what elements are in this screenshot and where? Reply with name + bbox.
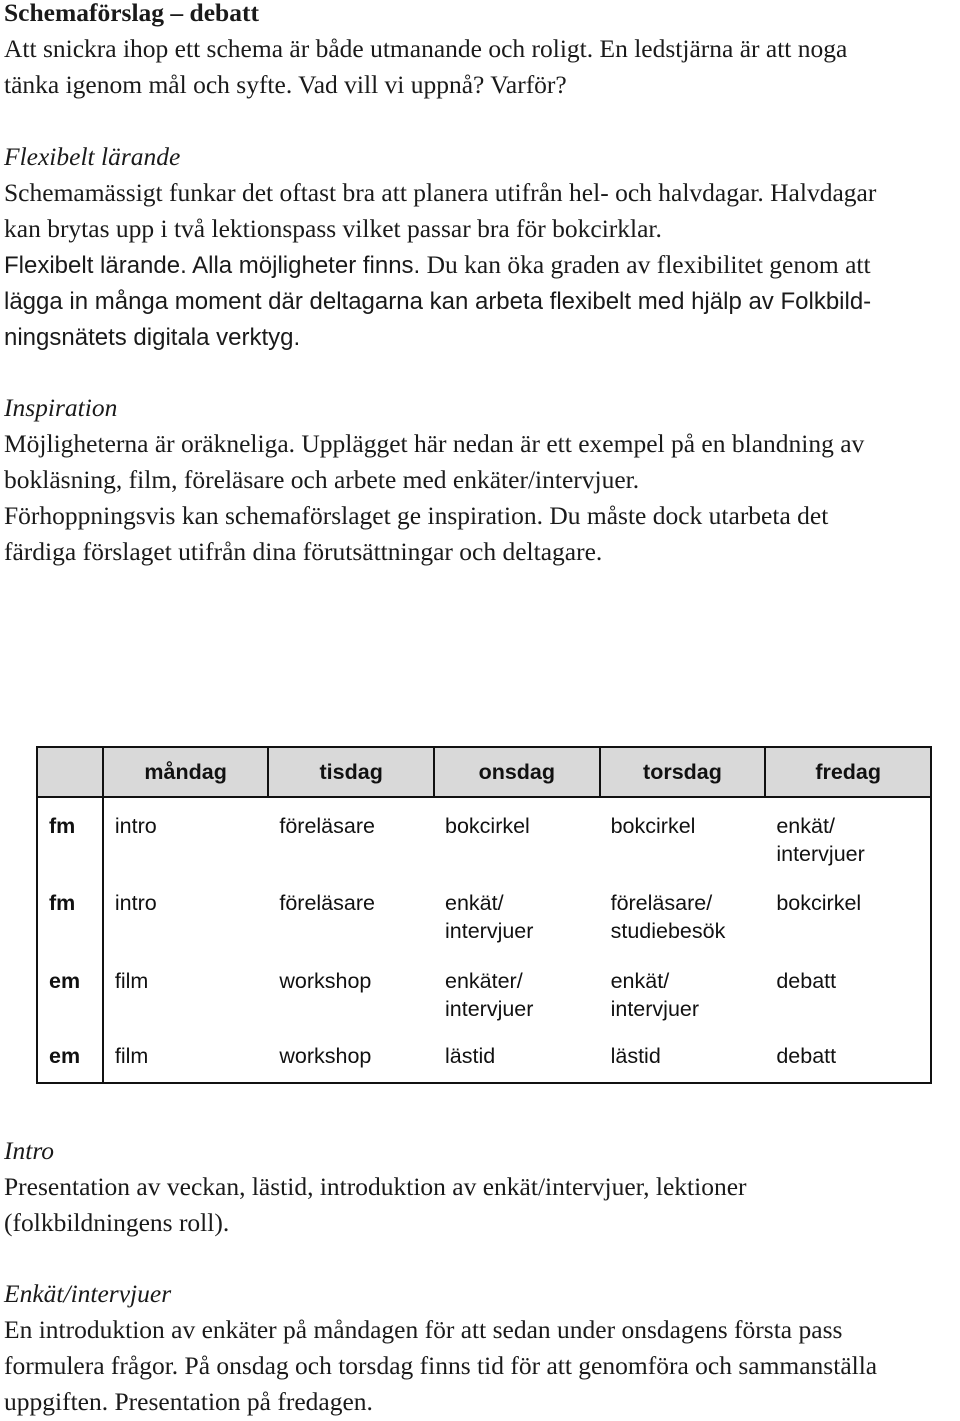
cell-text: intervjuer	[776, 842, 865, 866]
section-heading: Flexibelt lärande	[4, 142, 181, 171]
schedule-table	[36, 746, 932, 1084]
section-heading: Inspiration	[4, 393, 118, 422]
table-row	[37, 953, 931, 1031]
table-cell	[765, 1031, 931, 1083]
row-label-cell: fm	[37, 875, 103, 953]
cell-text: enkäter/	[445, 969, 523, 993]
table-cell	[434, 1031, 600, 1083]
table-cell	[600, 953, 766, 1031]
table-row	[37, 797, 931, 875]
body-line-mixed	[4, 247, 960, 284]
sans-phrase: Flexibelt lärande. Alla möjligheter finns.	[4, 252, 421, 279]
cell-text: intro	[114, 891, 157, 915]
table-cell	[434, 797, 600, 875]
body-line: Förhoppningsvis kan schemaförslaget ge inspiration. Du måste dock utarbeta det	[4, 501, 829, 530]
cell-text: bokcirkel	[445, 814, 530, 838]
cell-text: workshop	[279, 969, 372, 993]
cell-text: intervjuer	[610, 997, 700, 1021]
body-line: tänka igenom mål och syfte. Vad vill vi uppnå? Varför?	[4, 70, 567, 99]
body-line: kan brytas upp i två lektionspass vilket passar bra för bokcirklar.	[4, 214, 662, 243]
table-corner-cell	[37, 747, 103, 797]
cell-text: bokcirkel	[610, 814, 696, 838]
table-cell	[765, 797, 931, 875]
body-line: bokläsning, film, föreläsare och arbete med enkäter/intervjuer.	[4, 465, 640, 494]
body-line: En introduktion av enkäter på måndagen för att sedan under onsdagens första pass	[4, 1315, 843, 1344]
cell-text: lästid	[445, 1044, 496, 1068]
table-cell	[434, 875, 600, 953]
cell-text: intro	[114, 814, 157, 838]
cell-text: lästid	[610, 1044, 661, 1068]
cell-text: föreläsare	[279, 814, 375, 838]
body-line: Möjligheterna är oräkneliga. Upplägget här nedan är ett exempel på en blandning av	[4, 429, 865, 458]
inspiration-section	[4, 390, 960, 570]
row-label-cell: em	[37, 1031, 103, 1083]
body-line: (folkbildningens roll).	[4, 1208, 230, 1237]
table-cell	[103, 953, 269, 1031]
cell-text: intervjuer	[445, 997, 534, 1021]
day-header: måndag	[103, 747, 269, 797]
table-cell	[268, 875, 434, 953]
cell-text: film	[114, 969, 149, 993]
body-line: Att snickra ihop ett schema är både utmanande och roligt. En ledstjärna är att noga	[4, 34, 848, 63]
table-cell	[600, 875, 766, 953]
body-line: Presentation av veckan, lästid, introduktion av enkät/intervjuer, lektioner	[4, 1172, 747, 1201]
row-label-cell: fm	[37, 797, 103, 875]
cell-text: föreläsare/	[610, 891, 713, 915]
page-title: Schemaförslag – debatt	[4, 0, 259, 27]
table-row	[37, 875, 931, 953]
cell-text: enkät/	[776, 814, 835, 838]
day-header: fredag	[765, 747, 931, 797]
day-header: onsdag	[434, 747, 600, 797]
day-header: tisdag	[268, 747, 434, 797]
cell-text: workshop	[279, 1044, 372, 1068]
body-phrase: Du kan öka graden av flexibilitet genom att	[420, 250, 871, 279]
intro-description	[4, 1133, 960, 1241]
enkat-description	[4, 1276, 960, 1420]
table-cell	[103, 1031, 269, 1083]
table-row	[37, 1031, 931, 1083]
intro-section	[4, 0, 960, 103]
cell-text: bokcirkel	[776, 891, 862, 915]
table-cell	[765, 875, 931, 953]
cell-text: intervjuer	[445, 919, 534, 943]
cell-text: debatt	[776, 969, 837, 993]
body-line: lägga in många moment där deltagarna kan arbeta flexibelt med hjälp av Folkbild-	[4, 288, 872, 315]
cell-text: film	[114, 1044, 149, 1068]
table-cell	[434, 953, 600, 1031]
table-cell	[103, 797, 269, 875]
table-header-row	[37, 747, 931, 797]
cell-text: föreläsare	[279, 891, 375, 915]
table-cell	[268, 1031, 434, 1083]
section-heading: Enkät/intervjuer	[4, 1279, 172, 1308]
table-cell	[268, 953, 434, 1031]
body-line: uppgiften. Presentation på fredagen.	[4, 1387, 373, 1416]
row-label-cell: em	[37, 953, 103, 1031]
body-line: ningsnätets digitala verktyg.	[4, 324, 301, 351]
table-cell	[268, 797, 434, 875]
cell-text: studiebesök	[610, 919, 726, 943]
cell-text: debatt	[776, 1044, 837, 1068]
flexibel-section	[4, 139, 960, 356]
section-heading: Intro	[4, 1136, 55, 1165]
cell-text: enkät/	[445, 891, 504, 915]
body-line: färdiga förslaget utifrån dina förutsättningar och deltagare.	[4, 537, 603, 566]
table-cell	[600, 797, 766, 875]
table-cell	[103, 875, 269, 953]
day-header: torsdag	[600, 747, 766, 797]
body-line: formulera frågor. På onsdag och torsdag finns tid för att genomföra och sammanställa	[4, 1351, 878, 1380]
table-cell	[600, 1031, 766, 1083]
table-cell	[765, 953, 931, 1031]
body-line: Schemamässigt funkar det oftast bra att planera utifrån hel- och halvdagar. Halvdagar	[4, 178, 877, 207]
cell-text: enkät/	[610, 969, 670, 993]
